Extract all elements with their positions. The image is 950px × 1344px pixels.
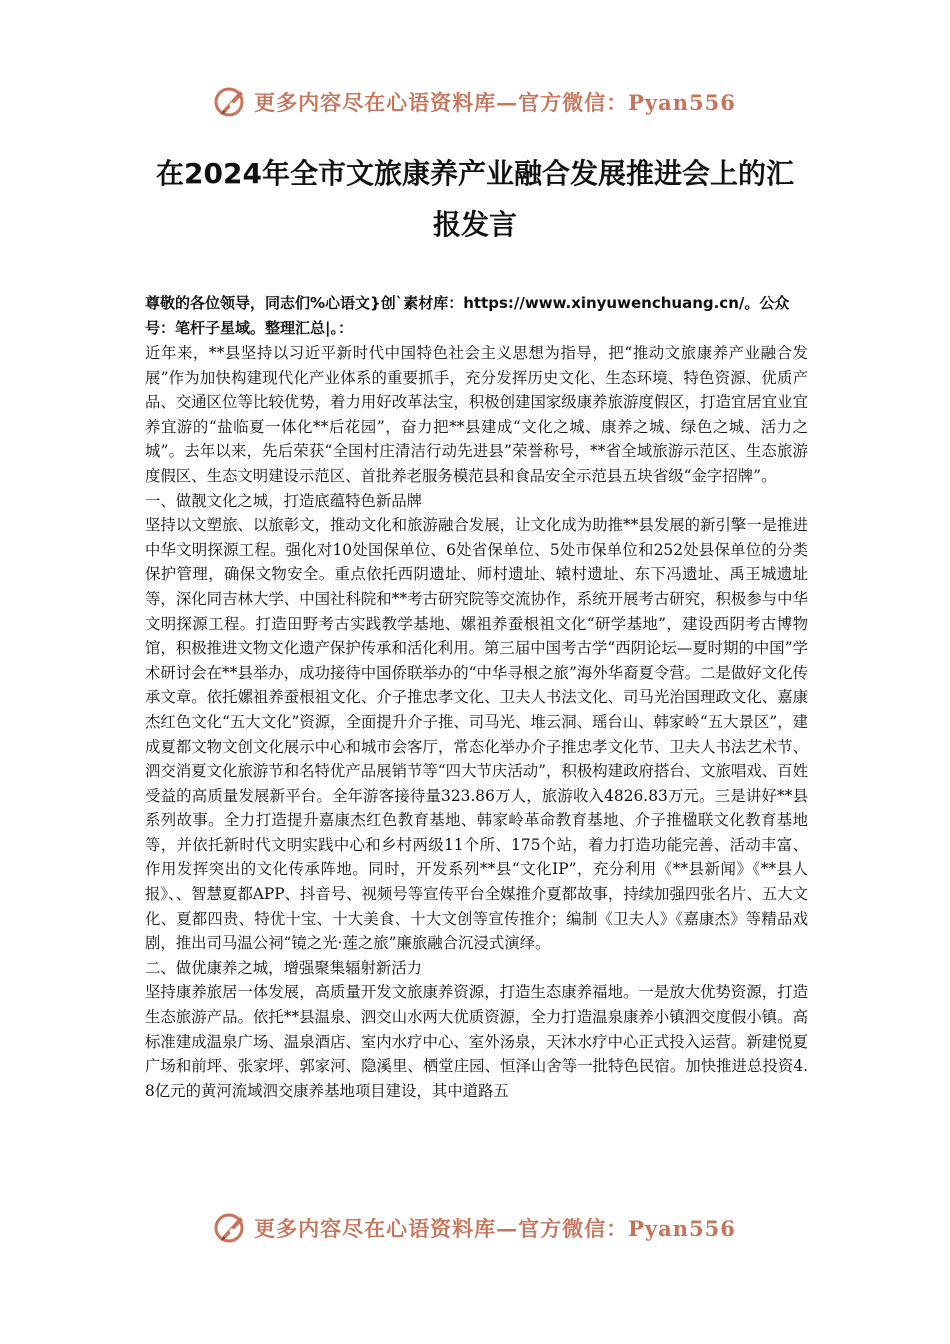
salutation: 尊敬的各位领导，同志们%心语文}创`素材库：https://www.xinyuwenchuang.cn/。公众号：笔杆子星域。整理汇总|。： bbox=[145, 294, 790, 337]
document-title bbox=[140, 148, 810, 250]
document-body bbox=[145, 291, 808, 1103]
footer-watermark-banner bbox=[0, 1208, 950, 1248]
section-paragraph-2: 坚持康养旅居一体发展，高质量开发文旅康养资源，打造生态康养福地。一是放大优势资源，打造生态旅游产品。依托**县温泉、泗交山水两大优质资源，全力打造温泉康养小镇泗交度假小镇。高标准建成温泉广场、温泉酒店、室内水疗中心、室外汤泉，天沐水疗中心正式投入运营。新建悦夏广场和前坪、张家坪、郭家河、隐溪里、栖堂庄园、恒泽山舍等一批特色民宿。加快推进总投资4.8亿元的黄河流域泗交康养基地项目建设，其中道路五 bbox=[145, 983, 808, 1100]
intro-paragraph: 近年来，**县坚持以习近平新时代中国特色社会主义思想为指导，把“推动文旅康养产业融合发展”作为加快构建现代化产业体系的重要抓手，充分发挥历史文化、生态环境、特色资源、优质产品、交通区位等比较优势，着力用好改革法宝，积极创建国家级康养旅游度假区，打造宜居宜业宜养宜游的“盐临夏一体化**后花园”，奋力把**县建成“文化之城、康养之城、绿色之城、活力之城”。去年以来，先后荣获“全国村庄清洁行动先进县”荣誉称号，**省全域旅游示范区、生态旅游度假区、生态文明建设示范区、首批养老服务模范县和食品安全示范县五块省级“金字招牌”。 bbox=[145, 344, 808, 485]
section-heading-1: 一、做靓文化之城，打造底蕴特色新品牌 bbox=[145, 491, 423, 510]
title-line-1: 在2024年全市文旅康养产业融合发展推进会上的汇 bbox=[156, 157, 794, 190]
section-heading-2: 二、做优康养之城，增强聚集辐射新活力 bbox=[145, 958, 423, 977]
header-watermark-banner bbox=[0, 82, 950, 122]
pen-circle-logo-icon bbox=[214, 1211, 248, 1245]
title-line-2: 报发言 bbox=[432, 208, 517, 241]
pen-circle-logo-icon bbox=[214, 85, 248, 119]
section-paragraph-1: 坚持以文塑旅、以旅彰文，推动文化和旅游融合发展，让文化成为助推**县发展的新引擎一是推进中华文明探源工程。强化对10处国保单位、6处省保单位、5处市保单位和252处县保单位的分类保护管理，确保文物安全。重点依托西阴遗址、师村遗址、辕村遗址、东下冯遗址、禹王城遗址等，深化同吉林大学、中国社科院和**考古研究院等交流协作，系统开展考古研究，积极参与中华文明探源工程。打造田野考古实践教学基地、嫘祖养蚕根祖文化“研学基地”，建设西阴考古博物馆，积极推进文物文化遗产保护传承和活化利用。第三届中国考古学“西阴论坛—夏时期的中国”学术研讨会在**县举办，成功接待中国侨联举办的“中华寻根之旅”海外华裔夏令营。二是做好文化传承文章。依托嫘祖养蚕根祖文化、介子推忠孝文化、卫夫人书法文化、司马光治国理政文化、嘉康杰红色文化“五大文化”资源，全面提升介子推、司马光、堆云洞、瑶台山、韩家岭“五大景区”，建成夏都文物文创文化展示中心和城市会客厅，常态化举办介子推忠孝文化节、卫夫人书法艺术节、泗交消夏文化旅游节和名特优产品展销节等“四大节庆活动”，积极构建政府搭台、文旅唱戏、百姓受益的高质量发展新平台。全年游客接待量323.86万人，旅游收入4826.83万元。三是讲好**县系列故事。全力打造提升嘉康杰红色教育基地、韩家岭革命教育基地、介子推楹联文化教育基地等，并依托新时代文明实践中心和乡村两级11个所、175个站，着力打造功能完善、活动丰富、作用发挥突出的文化传承阵地。同时，开发系列**县“文化IP”，充分利用《**县新闻》《**县人报》、、智慧夏都APP、抖音号、视频号等宣传平台全媒推介夏都故事，持续加强四张名片、五大文化、夏都四贵、特优十宝、十大美食、十大文创等宣传推介；编制《卫夫人》《嘉康杰》等精品戏剧，推出司马温公祠“镜之光·莲之旅”廉旅融合沉浸式演绎。 bbox=[145, 516, 808, 953]
watermark-text: 更多内容尽在心语资料库—官方微信：Pyan556 bbox=[254, 1216, 736, 1241]
watermark-text: 更多内容尽在心语资料库—官方微信：Pyan556 bbox=[254, 90, 736, 115]
